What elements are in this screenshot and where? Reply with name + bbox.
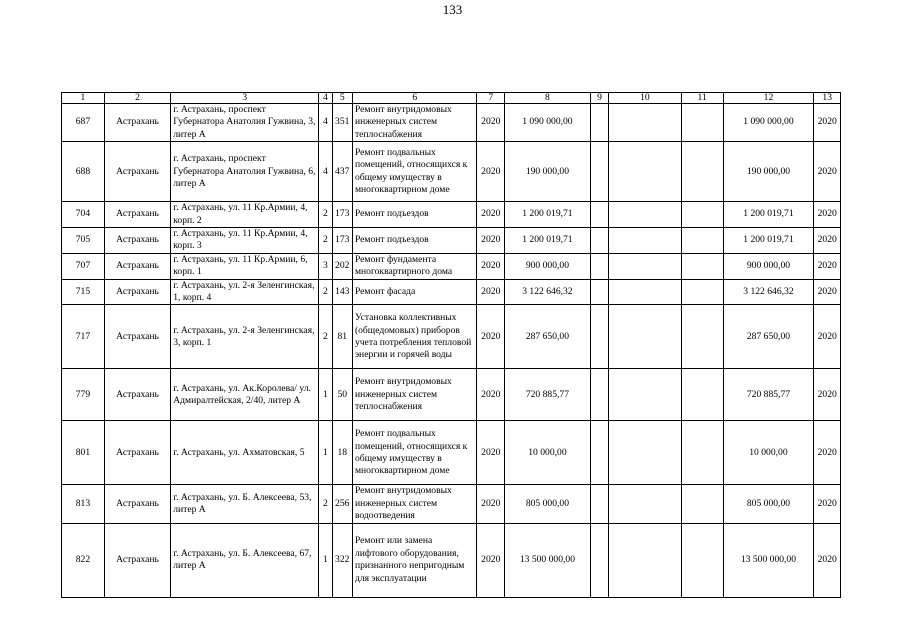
end-year-cell: 2020 [814,253,841,279]
table-row [62,523,841,597]
empty-cell-cell [590,485,608,523]
work-type-cell: Ремонт подвальных помещений, относящихся к общему имуществу в многоквартирном доме [352,142,477,202]
start-year-cell: 2020 [477,279,505,305]
header-cell: 1 [62,93,105,104]
address-cell: г. Астрахань, ул. Ак.Королева/ ул. Адмиралтейская, 2/40, литер А [171,369,319,421]
row-number-cell: 688 [62,142,105,202]
address-cell: г. Астрахань, ул. Б. Алексеева, 53, литер А [171,485,319,523]
empty-cell-cell [609,228,681,254]
floors-count-cell: 3 [319,253,332,279]
empty-cell-cell [590,369,608,421]
header-cell: 12 [723,93,814,104]
start-year-cell: 2020 [477,369,505,421]
empty-cell-cell [590,305,608,369]
work-cost-cell: 13 500 000,00 [505,523,591,597]
start-year-cell: 2020 [477,421,505,485]
work-cost-cell: 190 000,00 [505,142,591,202]
floors-count-cell: 2 [319,228,332,254]
table-row [62,369,841,421]
apartments-count-cell: 351 [332,104,352,142]
work-cost-cell: 805 000,00 [505,485,591,523]
settlement-cell: Астрахань [104,104,170,142]
floors-count-cell: 1 [319,523,332,597]
work-type-cell: Ремонт внутридомовых инженерных систем водоотведения [352,485,477,523]
start-year-cell: 2020 [477,523,505,597]
row-number-cell: 704 [62,202,105,228]
settlement-cell: Астрахань [104,421,170,485]
work-cost-cell: 1 090 000,00 [505,104,591,142]
row-number-cell: 707 [62,253,105,279]
end-year-cell: 2020 [814,421,841,485]
empty-cell-cell [609,305,681,369]
start-year-cell: 2020 [477,202,505,228]
header-cell: 2 [104,93,170,104]
empty-cell-cell [681,421,723,485]
settlement-cell: Астрахань [104,142,170,202]
empty-cell-cell [681,279,723,305]
apartments-count-cell: 173 [332,228,352,254]
work-cost-cell: 1 200 019,71 [505,228,591,254]
row-number-cell: 705 [62,228,105,254]
table-row [62,202,841,228]
settlement-cell: Астрахань [104,253,170,279]
header-cell: 7 [477,93,505,104]
floors-count-cell: 4 [319,142,332,202]
table-row [62,142,841,202]
total-cost-cell: 1 200 019,71 [723,202,814,228]
apartments-count-cell: 202 [332,253,352,279]
apartments-count-cell: 143 [332,279,352,305]
work-type-cell: Установка коллективных (общедомовых) приборов учета потребления тепловой энергии и горячей воды [352,305,477,369]
empty-cell-cell [609,369,681,421]
address-cell: г. Астрахань, ул. Б. Алексеева, 67, литер А [171,523,319,597]
address-cell: г. Астрахань, ул. 2-я Зеленгинская, 1, корп. 4 [171,279,319,305]
total-cost-cell: 190 000,00 [723,142,814,202]
empty-cell-cell [681,142,723,202]
total-cost-cell: 1 200 019,71 [723,228,814,254]
row-number-cell: 813 [62,485,105,523]
end-year-cell: 2020 [814,523,841,597]
header-cell: 13 [814,93,841,104]
empty-cell-cell [609,279,681,305]
row-number-cell: 687 [62,104,105,142]
apartments-count-cell: 256 [332,485,352,523]
end-year-cell: 2020 [814,202,841,228]
header-cell: 6 [352,93,477,104]
table-row [62,421,841,485]
floors-count-cell: 1 [319,369,332,421]
total-cost-cell: 900 000,00 [723,253,814,279]
empty-cell-cell [609,523,681,597]
settlement-cell: Астрахань [104,228,170,254]
start-year-cell: 2020 [477,253,505,279]
address-cell: г. Астрахань, ул. 11 Кр.Армии, 4, корп. 2 [171,202,319,228]
table-row [62,228,841,254]
apartments-count-cell: 437 [332,142,352,202]
total-cost-cell: 1 090 000,00 [723,104,814,142]
empty-cell-cell [609,142,681,202]
empty-cell-cell [590,253,608,279]
end-year-cell: 2020 [814,305,841,369]
empty-cell-cell [590,279,608,305]
row-number-cell: 715 [62,279,105,305]
work-type-cell: Ремонт подъездов [352,202,477,228]
header-cell: 3 [171,93,319,104]
apartments-count-cell: 322 [332,523,352,597]
start-year-cell: 2020 [477,305,505,369]
header-cell: 11 [681,93,723,104]
start-year-cell: 2020 [477,142,505,202]
empty-cell-cell [681,369,723,421]
end-year-cell: 2020 [814,279,841,305]
total-cost-cell: 287 650,00 [723,305,814,369]
start-year-cell: 2020 [477,228,505,254]
page-number: 133 [442,2,463,17]
address-cell: г. Астрахань, проспект Губернатора Анатолия Гужвина, 6, литер А [171,142,319,202]
start-year-cell: 2020 [477,104,505,142]
row-number-cell: 717 [62,305,105,369]
address-cell: г. Астрахань, ул. 2-я Зеленгинская, 3, корп. 1 [171,305,319,369]
empty-cell-cell [681,253,723,279]
header-cell: 9 [590,93,608,104]
table-row [62,253,841,279]
floors-count-cell: 2 [319,485,332,523]
end-year-cell: 2020 [814,369,841,421]
empty-cell-cell [609,104,681,142]
empty-cell-cell [681,104,723,142]
row-number-cell: 801 [62,421,105,485]
floors-count-cell: 2 [319,279,332,305]
settlement-cell: Астрахань [104,279,170,305]
work-cost-cell: 3 122 646,32 [505,279,591,305]
empty-cell-cell [681,523,723,597]
settlement-cell: Астрахань [104,369,170,421]
empty-cell-cell [590,421,608,485]
header-cell: 8 [505,93,591,104]
work-type-cell: Ремонт подъездов [352,228,477,254]
total-cost-cell: 10 000,00 [723,421,814,485]
end-year-cell: 2020 [814,104,841,142]
table-row [62,104,841,142]
total-cost-cell: 13 500 000,00 [723,523,814,597]
end-year-cell: 2020 [814,142,841,202]
work-type-cell: Ремонт или замена лифтового оборудования, признанного непригодным для эксплуатации [352,523,477,597]
address-cell: г. Астрахань, ул. 11 Кр.Армии, 4, корп. 3 [171,228,319,254]
settlement-cell: Астрахань [104,305,170,369]
work-type-cell: Ремонт фундамента многоквартирного дома [352,253,477,279]
work-cost-cell: 1 200 019,71 [505,202,591,228]
total-cost-cell: 720 885,77 [723,369,814,421]
apartments-count-cell: 173 [332,202,352,228]
empty-cell-cell [681,202,723,228]
settlement-cell: Астрахань [104,523,170,597]
work-type-cell: Ремонт внутридомовых инженерных систем теплоснабжения [352,369,477,421]
address-cell: г. Астрахань, ул. 11 Кр.Армии, 6, корп. 1 [171,253,319,279]
empty-cell-cell [609,485,681,523]
work-cost-cell: 10 000,00 [505,421,591,485]
row-number-cell: 822 [62,523,105,597]
floors-count-cell: 4 [319,104,332,142]
empty-cell-cell [681,305,723,369]
work-cost-cell: 287 650,00 [505,305,591,369]
end-year-cell: 2020 [814,228,841,254]
start-year-cell: 2020 [477,485,505,523]
empty-cell-cell [590,142,608,202]
header-cell: 5 [332,93,352,104]
settlement-cell: Астрахань [104,202,170,228]
end-year-cell: 2020 [814,485,841,523]
total-cost-cell: 805 000,00 [723,485,814,523]
work-type-cell: Ремонт внутридомовых инженерных систем теплоснабжения [352,104,477,142]
header-cell: 4 [319,93,332,104]
settlement-cell: Астрахань [104,485,170,523]
header-cell: 10 [609,93,681,104]
total-cost-cell: 3 122 646,32 [723,279,814,305]
empty-cell-cell [590,202,608,228]
table-row [62,279,841,305]
empty-cell-cell [590,228,608,254]
empty-cell-cell [609,202,681,228]
floors-count-cell: 2 [319,305,332,369]
table-row [62,305,841,369]
empty-cell-cell [590,523,608,597]
table-row [62,485,841,523]
empty-cell-cell [681,228,723,254]
empty-cell-cell [609,253,681,279]
apartments-count-cell: 50 [332,369,352,421]
empty-cell-cell [609,421,681,485]
apartments-count-cell: 18 [332,421,352,485]
repair-program-table [61,92,841,598]
row-number-cell: 779 [62,369,105,421]
header-row [62,93,841,104]
empty-cell-cell [681,485,723,523]
apartments-count-cell: 81 [332,305,352,369]
work-type-cell: Ремонт подвальных помещений, относящихся к общему имуществу в многоквартирном доме [352,421,477,485]
empty-cell-cell [590,104,608,142]
address-cell: г. Астрахань, проспект Губернатора Анатолия Гужвина, 3, литер А [171,104,319,142]
work-cost-cell: 720 885,77 [505,369,591,421]
work-type-cell: Ремонт фасада [352,279,477,305]
address-cell: г. Астрахань, ул. Ахматовская, 5 [171,421,319,485]
floors-count-cell: 2 [319,202,332,228]
floors-count-cell: 1 [319,421,332,485]
work-cost-cell: 900 000,00 [505,253,591,279]
